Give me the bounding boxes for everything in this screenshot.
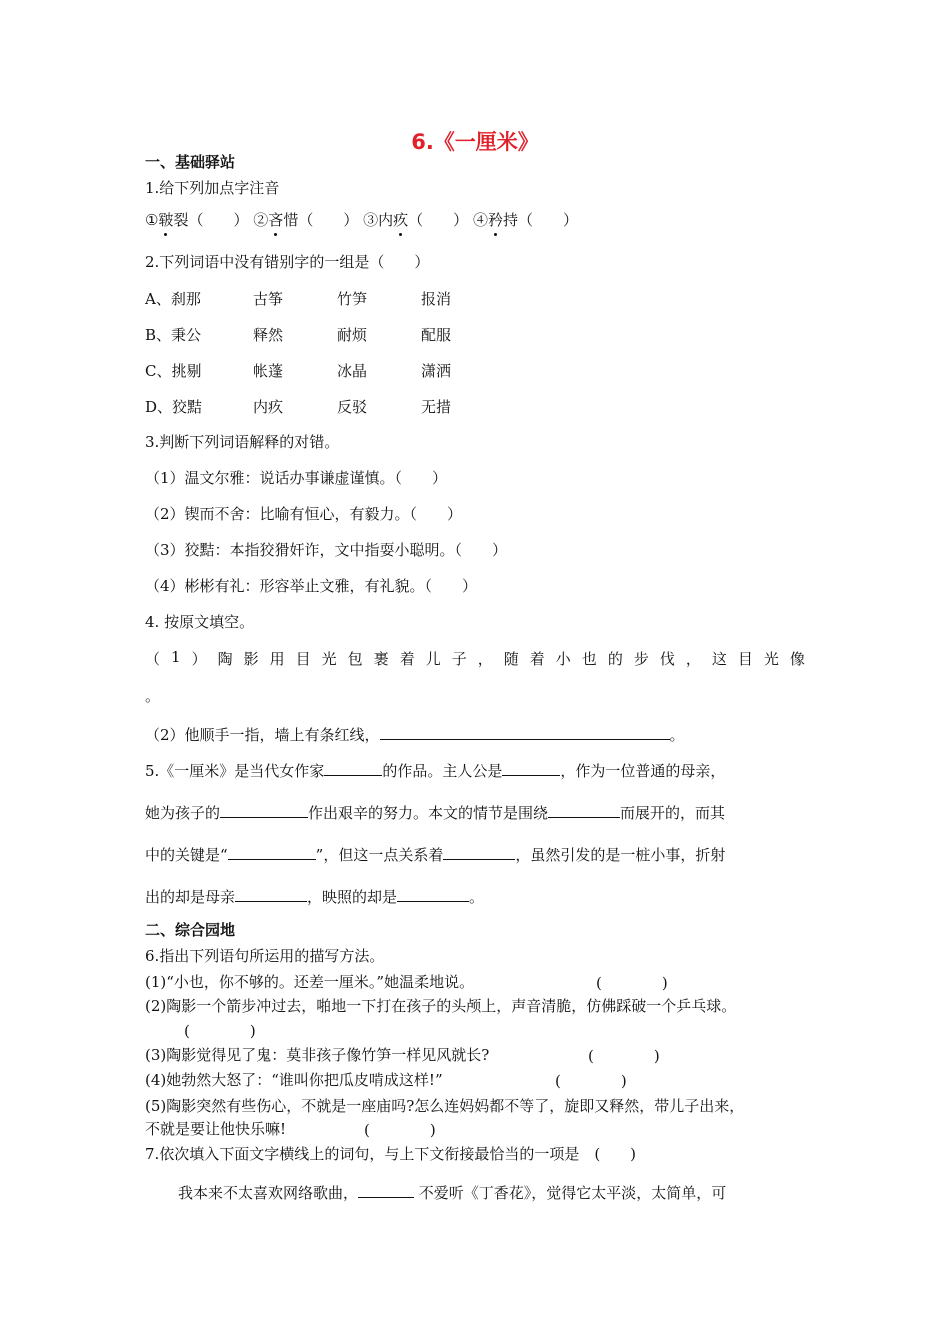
q4-item-1-char: 目 [737,650,753,668]
answer-paren: ( ) [364,1121,436,1139]
option-word: 潇洒 [421,362,452,380]
option-word: 帐蓬 [253,362,284,380]
q5-line-2: 她为孩子的 作出艰辛的努力。本文的情节是围绕 而展开的，而其 [145,804,726,822]
option-word: 竹笋 [337,290,368,308]
fill-blank[interactable] [397,886,469,902]
q6-item-5-cont: 不就是要让他快乐嘛! [145,1120,287,1138]
option-word: 耐烦 [337,326,368,344]
option-word: 释然 [253,326,284,344]
option-word: 报消 [421,290,452,308]
q1-item-2: ②吝惜（ ） [253,211,359,229]
q6-prompt: 6.指出下列语句所运用的描写方法。 [145,947,385,965]
q4-item-1-char: 用 [269,650,285,668]
option-word: 冰晶 [337,362,368,380]
q6-item-1: (1)“小也，你不够的。还差一厘米。”她温柔地说。 [145,973,475,991]
q1-items [145,210,578,230]
fill-blank[interactable] [324,760,382,776]
q4-item-1-char: 也 [581,650,597,668]
q4-item-1 [145,648,805,669]
fill-blank[interactable] [228,844,316,860]
option-word: 无措 [421,398,452,416]
q1-prompt: 1.给下列加点字注音 [145,179,280,197]
q4-item-1-char: ， [685,650,701,668]
fill-blank[interactable] [220,802,308,818]
fill-blank[interactable] [443,844,515,860]
option-word: C、挑剔 [145,362,202,380]
q4-item-1-char: 儿 [425,650,441,668]
section-heading-1: 一、基础驿站 [145,153,236,171]
q4-item-1-char: 光 [321,650,337,668]
answer-paren: ( ) [596,974,668,992]
fill-blank[interactable] [358,1182,414,1198]
q1-item-1: ①皲裂（ ） [145,211,249,229]
option-word: A、刹那 [145,290,201,308]
q3-item-3: （3）狡黠：本指狡猾奸诈，文中指耍小聪明。（ ） [145,541,508,559]
fill-blank[interactable] [235,886,307,902]
section-heading-2: 二、综合园地 [145,921,236,939]
q4-item-1-end: 。 [145,687,161,705]
q4-item-1-char: 的 [607,650,623,668]
option-word: 内疚 [253,398,284,416]
q4-item-1-char: 随 [503,650,519,668]
fill-blank[interactable] [380,724,670,740]
q4-item-1-char: （ [145,650,161,668]
fill-blank[interactable] [548,802,620,818]
q4-item-1-char: 这 [711,650,727,668]
q6-item-5: (5)陶影突然有些伤心，不就是一座庙吗?怎么连妈妈都不等了，旋即又释然，带儿子出来， [145,1097,745,1115]
q3-item-2: （2）锲而不舍：比喻有恒心，有毅力。（ ） [145,505,463,523]
q4-item-1-char: 小 [555,650,571,668]
option-word: B、秉公 [145,326,202,344]
answer-paren: ( ) [184,1022,256,1040]
q4-item-2: （2）他顺手一指，墙上有条红线， 。 [145,726,685,744]
q4-item-1-char: 伐 [659,650,675,668]
option-word: 反驳 [337,398,368,416]
q4-item-1-char: ， [477,650,493,668]
q4-item-1-char: 陶 [217,650,233,668]
q1-item-3: ③内疚（ ） [363,211,469,229]
q4-item-1-char: 着 [529,650,545,668]
option-word: 古筝 [253,290,284,308]
q6-item-3: (3)陶影觉得见了鬼：莫非孩子像竹笋一样见风就长? [145,1046,490,1064]
q4-item-1-char: ） [191,650,207,668]
q7-passage: 我本来不太喜欢网络歌曲， 不爱听《丁香花》，觉得它太平淡，太简单，可 [178,1184,727,1202]
fill-blank[interactable] [502,760,560,776]
q4-item-1-char: 影 [243,650,259,668]
q3-item-1: （1）温文尔雅：说话办事谦虚谨慎。（ ） [145,469,448,487]
q6-item-2: (2)陶影一个箭步冲过去，啪地一下打在孩子的头颅上，声音清脆，仿佛踩破一个乒乓球。 [145,997,737,1015]
q4-item-1-char: 裹 [373,650,389,668]
q4-item-1-char: 光 [763,650,779,668]
q4-item-1-char: 步 [633,650,649,668]
q6-item-4: (4)她勃然大怒了：“谁叫你把瓜皮啃成这样!” [145,1071,443,1089]
q3-prompt: 3.判断下列词语解释的对错。 [145,433,340,451]
answer-paren: ( ) [555,1072,627,1090]
answer-paren: ( ) [588,1047,660,1065]
q4-item-1-char: 1 [171,648,181,666]
page-title: 6.《一厘米》 [411,130,539,154]
q5-line-1: 5.《一厘米》是当代女作家 的作品。主人公是 ，作为一位普通的母亲， [145,762,726,780]
option-word: 配服 [421,326,452,344]
option-word: D、狡黠 [145,398,203,416]
q1-item-4: ④矜持（ ） [472,211,579,229]
q4-item-1-char: 目 [295,650,311,668]
q4-item-1-char: 像 [789,650,805,668]
q5-line-4: 出的却是母亲 ，映照的却是 。 [145,888,485,906]
q7-prompt: 7.依次填入下面文字横线上的词句，与上下文衔接最恰当的一项是 ( ) [145,1145,637,1163]
q3-item-4: （4）彬彬有礼：形容举止文雅，有礼貌。（ ） [145,577,478,595]
q5-line-3: 中的关键是“ ”，但这一点关系着 ，虽然引发的是一桩小事，折射 [145,846,726,864]
q4-prompt: 4. 按原文填空。 [145,613,255,631]
q2-prompt: 2.下列词语中没有错别字的一组是（ ） [145,253,430,271]
q4-item-1-char: 着 [399,650,415,668]
q4-item-1-char: 包 [347,650,363,668]
q4-item-1-char: 子 [451,650,467,668]
